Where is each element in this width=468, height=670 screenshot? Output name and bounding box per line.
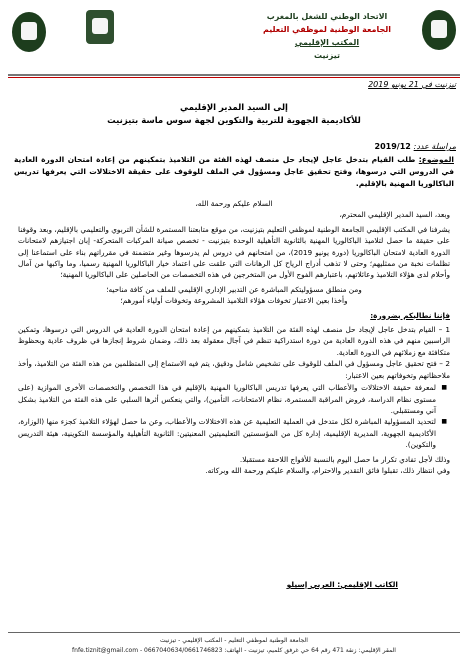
letterhead <box>8 8 460 72</box>
union-logo-icon <box>422 10 456 50</box>
reference-number <box>375 142 456 151</box>
org-line-3: المكتب الإقليمي <box>294 38 360 47</box>
bullet-1: ■ لمعرفة حقيقة الاختلالات والأعطاب التي يعرفها تدريس الباكالوريا المهنية بالإقليم في هذا التخصص والتخصصات الأخرى الموازية (على مستوى نظام الدراسة، فروض المراقبة المستمرة، نظام الامتحانات، التأمين)، والتي ينعكس أثرها السلبي على هذه الفئة من التلاميذ بشكل آني ومستقبلي. <box>18 382 436 416</box>
union-emblem-icon <box>12 12 46 52</box>
demand-1: 1 – القيام بتدخل عاجل لإيجاد حل منصف لهذه الفئة من التلاميذ بتمكينهم من إعادة امتحان الدورة العادية في الدروس التي درسوها، وتمكين الراسبين منهم في هذه الدورة العادية من دورة استدراكية تنظم في آجال معقولة بعد ذلك، وضمان شروط إنجازها في ظروف عادية وبحظوظ متكافئة مع زملائهم في الدورة العادية. <box>18 325 450 357</box>
reference-value: 2019/12 <box>374 142 411 151</box>
header-divider <box>8 74 460 76</box>
demand-2: 2 – فتح تحقيق عاجل ومسؤول في الملف للوقوف على تشخيص شامل ودقيق، يتم فيه الاستماع إلى المتظلمين من هذه الفئة من التلاميذ، وأخذ ملاحظاتهم وتخوفاتهم بعين الاعتبار: <box>18 359 450 380</box>
address-line: وبعد، السيد المدير الإقليمي المحترم، <box>339 210 450 220</box>
footer-line-2: المقر الإقليمي: زنقة 471 رقم 64 حي غرفق كلميم، تيزنيت - الهاتف: 0667040634/0661746823 - fnfe.tiznit@gmail.com <box>72 646 396 654</box>
demands-title: فإننا نطالبكم بضرورة: <box>370 310 450 320</box>
footer <box>8 636 460 655</box>
letter-date: تيزنيت في 21 يونيو 2019 <box>368 80 456 89</box>
reference-label: مراسلة عدد: <box>413 142 456 151</box>
org-line-1: الاتحاد الوطني للشغل بالمغرب <box>266 12 388 21</box>
federation-logo-icon <box>86 10 114 44</box>
org-line-2: الجامعة الوطنية لموظفي التعليم <box>263 25 391 34</box>
demand-bullets <box>18 382 450 450</box>
subject-block <box>14 154 454 190</box>
recipient-block <box>20 102 448 128</box>
signature-line: الكاتب الإقليمي: العربي إسيلو <box>286 580 398 589</box>
paragraph-1: يشرفنا في المكتب الإقليمي الجامعة الوطنية لموظفي التعليم بتيزنيت، من موقع متابعتنا المستمرة للشأن التربوي والتعليمي بالإقليم، وبعد وقوفنا على حقيقة ما حصل لتلاميذ الباكالوريا المهنية بالثانوية التأهيلية الوحدة بتيزنيت - تخصص صيانة المركبات المتحركة- إبان اجتيازهم لامتحانات الدورة العادية لامتحان الباكالوريا (دورة يونيو 2019)، من امتحانهم في دروس لم يدرسوها وغير متضمنة في مقرراتهم بناء على استماعنا إلى تظلمات نخبة من ممثليهم؛ وحتى لا تذهب أدراج الرياح كل الرهانات التي علقت على اعتماد خيار الباكالوريا المهنية رسميا، وما واكبها من آمال وأحلام لدى هؤلاء التلاميذ وعائلاتهم، باعتبارهم الفوج الأول من المتخرجين في هذه التخصصات من الحاصلين على الباكالوريا المهنية؛ <box>18 224 450 280</box>
header-divider-accent <box>8 77 460 78</box>
org-line-4: تيزنيت <box>314 51 340 60</box>
organization-block <box>242 10 412 62</box>
letter-body <box>18 198 450 476</box>
footer-divider <box>8 632 460 633</box>
paragraph-3: وأخذا بعين الاعتبار تخوفات هؤلاء التلاميذ المشروعة وتخوفات أولياء أمورهم؛ <box>120 296 348 306</box>
closing-2: وفي انتظار ذلك، تقبلوا فائق التقدير والاحترام، والسلام عليكم ورحمة الله وبركاته. <box>205 465 450 475</box>
recipient-line-1: إلى السيد المدير الإقليمي <box>180 103 288 113</box>
footer-line-1: الجامعة الوطنية لموظفي التعليم - المكتب الإقليمي - تيزنيت <box>160 637 308 644</box>
greeting: السلام عليكم ورحمة الله، <box>195 199 273 208</box>
paragraph-2: ومن منطلق مسؤوليتكم المباشرة عن التدبير الإداري الإقليمي للملف من كافة مناحيه؛ <box>106 284 362 294</box>
subject-text: طلب القيام بتدخل عاجل لإيجاد حل منصف لهذه الفئة من التلاميذ بتمكينهم من إعادة امتحان الدورة العادية في الدروس التي درسوها، وفتح تحقيق عاجل ومسؤول في الملف للوقوف على حقيقة الاختلالات التي يعرفها تدريس الباكالوريا المهنية بالإقليم. <box>14 155 454 188</box>
closing-1: وذلك لأجل تفادي تكرار ما حصل اليوم بالنسبة للأفواج اللاحقة مستقبلا. <box>239 454 450 464</box>
bullet-2: ■ لتحديد المسؤولية المباشرة لكل متدخل في العملية التعليمية عن هذه الاختلالات والأعطاب، وعن ما حصل لهؤلاء التلاميذ كجزء منها (الوزارة، الأكاديمية الجهوية، المديرية الإقليمية، إدارة كل من المؤسستين التعليميتين المعنيتين: الثانوية التأهيلية والمؤسسة التكوينية، هيئة التدريس والتكوين). <box>18 416 436 450</box>
subject-label: الموضوع: <box>418 155 454 164</box>
recipient-line-2: للأكاديمية الجهوية للتربية والتكوين لجهة سوس ماسة بتيزنيت <box>107 116 361 126</box>
